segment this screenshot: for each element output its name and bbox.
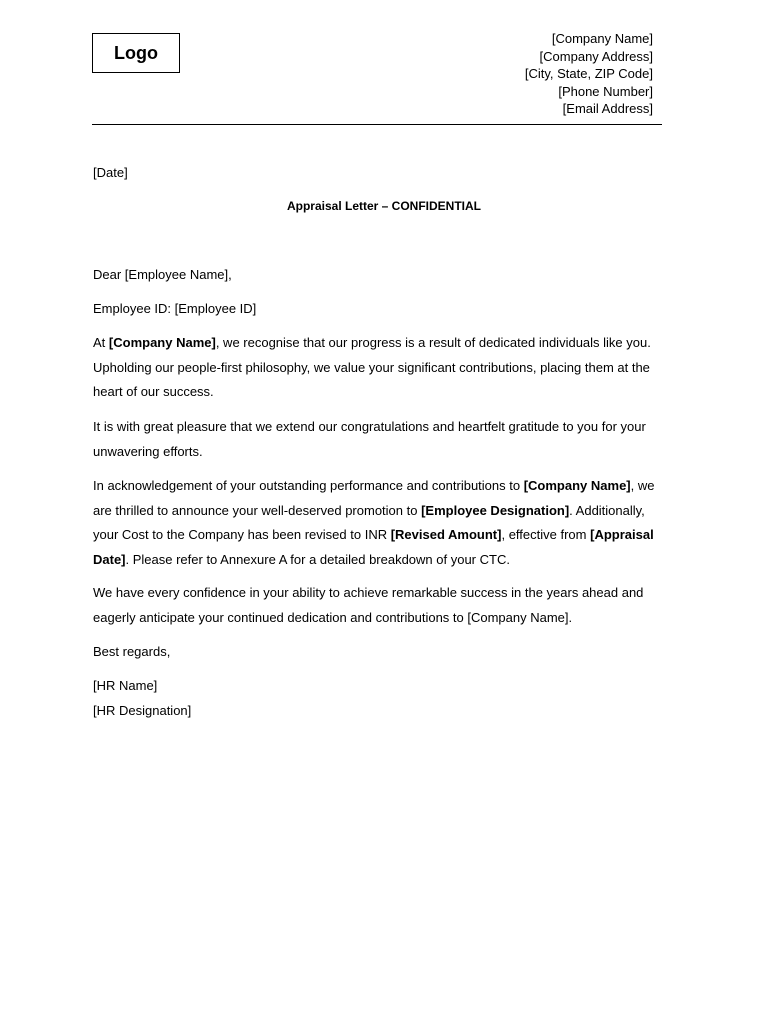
paragraph-2: It is with great pleasure that we extend our congratulations and heartfelt gratitude to you for your unwavering efforts. bbox=[93, 419, 646, 459]
company-name: [Company Name] bbox=[551, 31, 653, 46]
paragraph-1 bbox=[93, 331, 663, 405]
letter-date: [Date] bbox=[93, 165, 128, 180]
p1-text-a: At bbox=[93, 335, 109, 350]
p1-company-name: [Company Name] bbox=[108, 335, 216, 350]
company-info bbox=[525, 30, 653, 118]
p3-revised-amount: [Revised Amount] bbox=[390, 527, 502, 542]
p3-text-e: . Additionally, your Cost to the Company has been revised to INR bbox=[93, 502, 645, 542]
p1-text-c: , we recognise that our progress is a result of dedicated individuals like you. Upholding our people-first philosophy, we value your significant contributions, placing them at the heart of our success. bbox=[93, 335, 651, 399]
hr-designation: [HR Designation] bbox=[93, 703, 192, 718]
company-city-state-zip: [City, State, ZIP Code] bbox=[524, 66, 653, 81]
header-divider bbox=[92, 124, 662, 125]
company-phone: [Phone Number] bbox=[558, 83, 653, 99]
salutation: Dear [Employee Name], bbox=[93, 267, 232, 282]
logo-placeholder bbox=[92, 33, 180, 73]
p3-employee-designation: [Employee Designation] bbox=[421, 502, 570, 518]
p3-text-i: . Please refer to Annexure A for a detailed breakdown of your CTC. bbox=[125, 551, 510, 567]
company-address: [Company Address] bbox=[539, 48, 653, 64]
employee-id-line: Employee ID: [Employee ID] bbox=[93, 301, 257, 316]
p3-text-c: , we are thrilled to announce your well-deserved promotion to bbox=[93, 478, 655, 518]
p3-appraisal-date: [Appraisal Date] bbox=[93, 527, 654, 567]
hr-name: [HR Name] bbox=[93, 678, 158, 693]
paragraph-4: We have every confidence in your ability to achieve remarkable success in the years ahead and eagerly anticipate your continued dedication and contributions to [Company Name]. bbox=[93, 585, 644, 625]
logo-text: Logo bbox=[114, 42, 158, 63]
letter-title: Appraisal Letter – CONFIDENTIAL bbox=[286, 199, 482, 213]
p3-text-a: In acknowledgement of your outstanding performance and contributions to bbox=[93, 478, 524, 493]
company-email: [Email Address] bbox=[562, 101, 653, 116]
closing: Best regards, bbox=[93, 644, 171, 659]
p3-company-name: [Company Name] bbox=[523, 478, 631, 493]
p3-text-g: , effective from bbox=[501, 527, 591, 542]
paragraph-3 bbox=[93, 474, 663, 572]
